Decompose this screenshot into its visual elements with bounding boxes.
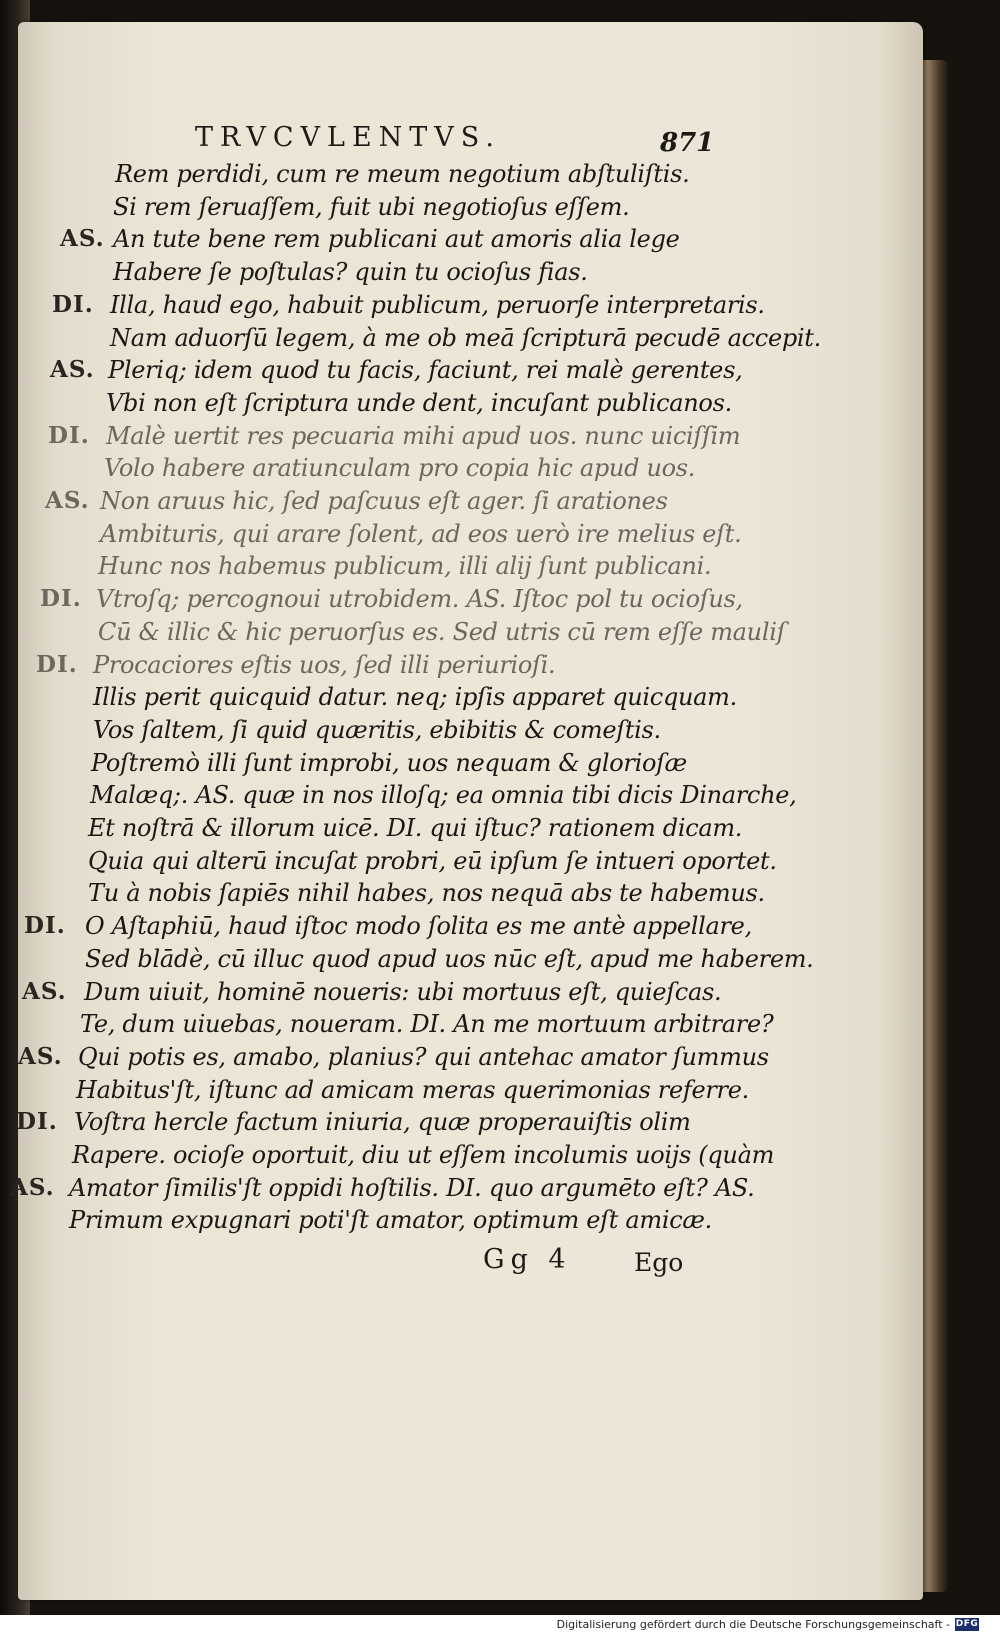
running-title: TRVCVLENTVS. [195, 122, 501, 153]
verse-text: Amator ſimilis'ſt oppidi hoſtilis. DI. quo argumēto eſt? AS. [69, 1173, 755, 1202]
verse-line [0, 1206, 900, 1239]
verse-text: Malæq;. AS. quæ in nos illoſq; ea omnia tibi dicis Dinarche, [90, 781, 797, 810]
verse-line [0, 160, 900, 193]
verse-line [0, 781, 900, 814]
verse-line [0, 291, 900, 324]
verse-line [0, 487, 900, 520]
speaker-label: AS. [50, 356, 95, 384]
verse-line [0, 879, 900, 912]
verse-text: Quia qui alterū incuſat probri, eū ipſum ſe intueri oportet. [88, 846, 777, 875]
verse-text: Habitus'ſt, iſtunc ad amicam meras querimonias referre. [76, 1075, 749, 1104]
verse-text: Malè uertit res pecuaria mihi apud uos. nunc uiciſſim [106, 421, 741, 450]
verse-text: Habere ſe poſtulas? quin tu ocioſus fias. [113, 258, 588, 287]
verse-line [0, 225, 900, 258]
verse-line [0, 912, 900, 945]
verse-line [0, 585, 900, 618]
verse-line [0, 978, 900, 1011]
verse-line [0, 847, 900, 880]
verse-text: Nam aduorſū legem, à me ob meā ſcripturā pecudē accepit. [110, 323, 821, 352]
verse-text: Et noſtrā & illorum uicē. DI. qui iſtuc? rationem dicam. [88, 814, 743, 842]
verse-line [0, 683, 900, 716]
verse-text: Tu à nobis ſapiēs nihil habes, nos nequā abs te habemus. [88, 879, 765, 908]
verse-line [0, 193, 900, 226]
verse-line [0, 651, 900, 684]
verse-text: Illa, haud ego, habuit publicum, peruorſe interpretaris. [110, 290, 765, 319]
speaker-label: DI. [40, 585, 82, 613]
verse-text: Non aruus hic, ſed paſcuus eſt ager. ſi arationes [100, 487, 668, 515]
verse-line [0, 814, 900, 847]
signature-mark: Gg 4 [483, 1244, 572, 1275]
speaker-label: DI. [52, 290, 94, 318]
verse-text: Te, dum uiuebas, noueram. DI. An me mortuum arbitrare? [80, 1010, 774, 1039]
verse-line [0, 1141, 900, 1174]
verse-text: Illis perit quicquid datur. neq; ipſis apparet quicquam. [93, 683, 737, 712]
verse-line [0, 324, 900, 357]
verse-line [0, 258, 900, 291]
verse-text: Qui potis es, amabo, planius? qui antehac amator ſummus [78, 1042, 769, 1071]
verse-text: Primum expugnari poti'ſt amator, optimum eſt amicæ. [69, 1206, 712, 1235]
speaker-label: AS. [45, 487, 90, 514]
verse-line [0, 749, 900, 782]
verse-line [0, 422, 900, 455]
verse-text: Volo habere aratiunculam pro copia hic apud uos. [104, 454, 696, 483]
verse-text: Voſtra hercle factum iniuria, quæ properauiſtis olim [74, 1108, 691, 1137]
verse-text: Rem perdidi, cum re meum negotium abſtuliſtis. [115, 160, 690, 188]
speaker-label: DI. [16, 1108, 58, 1136]
verse-line [0, 716, 900, 749]
verse-text: An tute bene rem publicani aut amoris alia lege [113, 225, 680, 254]
verse-text: Dum uiuit, hominē noueris: ubi mortuus eſt, quieſcas. [84, 977, 722, 1006]
verse-text: Vbi non eſt ſcriptura unde dent, incuſant publicanos. [106, 388, 732, 417]
verse-text: Procaciores eſtis uos, ſed illi periurioſi. [93, 650, 556, 679]
verse-line [0, 1010, 900, 1043]
speaker-label: DI. [24, 912, 66, 940]
verse-text: Cū & illic & hic peruorſus es. Sed utris cū rem eſſe mauliſ [98, 617, 786, 646]
verse-text: Hunc nos habemus publicum, illi alij ſunt publicani. [98, 552, 712, 581]
verse-line [0, 454, 900, 487]
verse-text: Ambituris, qui arare ſolent, ad eos uerò ire melius eſt. [100, 519, 742, 548]
speaker-label: AS. [60, 225, 105, 253]
speaker-label: DI. [36, 650, 78, 678]
speaker-label: AS. [10, 1173, 55, 1201]
verse-text: Vos ſaltem, ſi quid quæritis, ebibitis & comeſtis. [93, 715, 661, 744]
catchword: Ego [634, 1248, 684, 1277]
page-number: 871 [660, 128, 715, 158]
verse-text: Pleriq; idem quod tu facis, faciunt, rei malè gerentes, [108, 356, 743, 385]
verse-line [0, 1076, 900, 1109]
verse-text: O Aſtaphiū, haud iſtoc modo ſolita es me antè appellare, [85, 912, 752, 941]
speaker-label: AS. [22, 977, 67, 1005]
verse-text: Si rem ſeruaſſem, fuit ubi negotioſus eſſem. [113, 192, 630, 221]
speaker-label: AS. [18, 1042, 63, 1070]
verse-line [0, 552, 900, 585]
verse-text: Poſtremò illi ſunt improbi, uos nequam & glorioſæ [91, 748, 687, 777]
verse-line [0, 1108, 900, 1141]
verse-line [0, 945, 900, 978]
verse-line [0, 356, 900, 389]
verse-line [0, 520, 900, 553]
verse-line [0, 1174, 900, 1207]
dfg-logo: DFG [955, 1619, 979, 1629]
verse-line [0, 1043, 900, 1076]
verse-text: Vtroſq; percognoui utrobidem. AS. Iſtoc pol tu ocioſus, [96, 585, 743, 614]
verse-line [0, 389, 900, 422]
speaker-label: DI. [48, 421, 90, 449]
verse-line [0, 618, 900, 651]
verse-text: Rapere. ocioſe oportuit, diu ut eſſem incolumis uoijs (quàm [72, 1141, 775, 1169]
footer-credit: Digitalisierung gefördert durch die Deutsche Forschungsgemeinschaft - [556, 1618, 950, 1631]
verse-text: Sed blādè, cū illuc quod apud uos nūc eſt, apud me haberem. [85, 944, 814, 973]
